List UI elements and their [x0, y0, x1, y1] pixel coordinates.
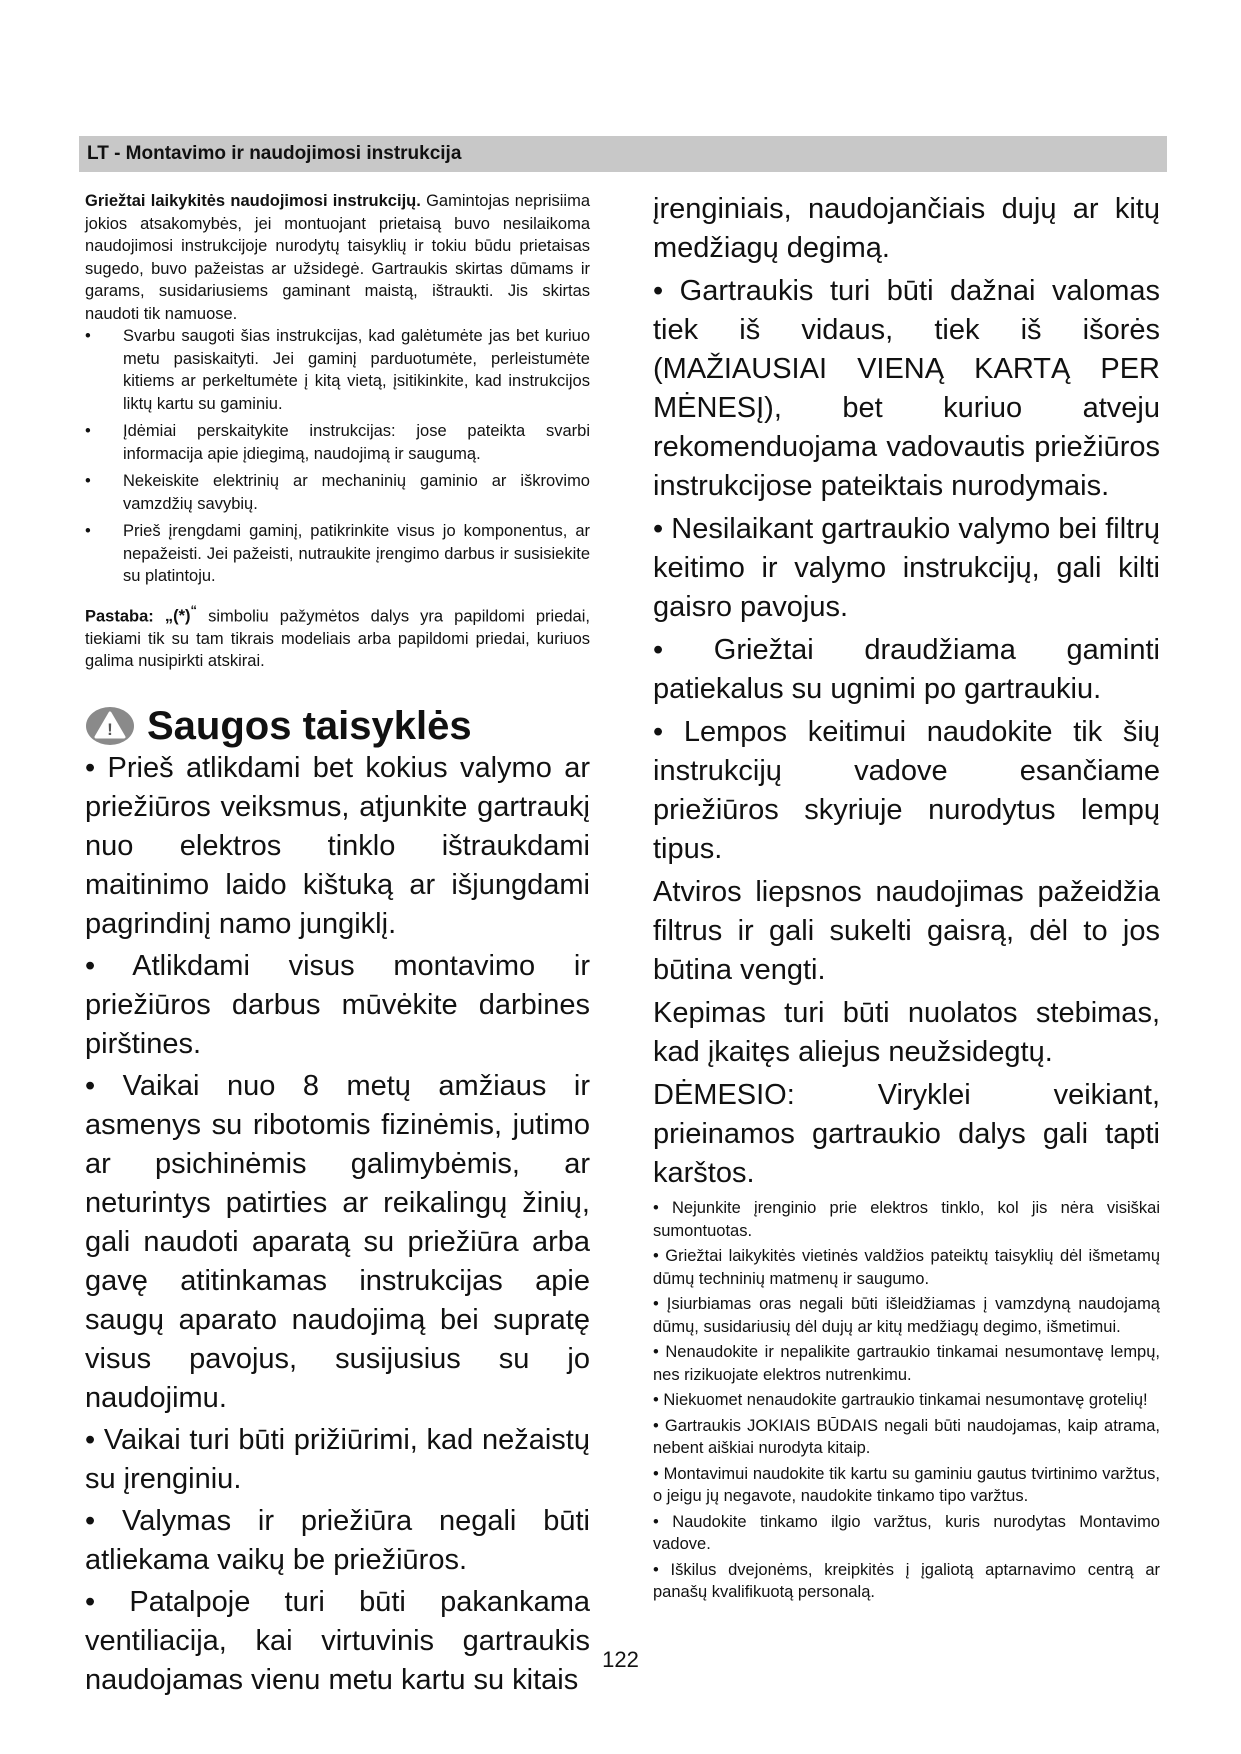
bullet-dot: • [85, 422, 91, 440]
right-column [653, 190, 1160, 1607]
safety-note: • Nenaudokite ir nepalikite gartraukio tinkamai nesumontavę lempų, nes rizikuojate elektros nutrenkimu. [653, 1343, 1160, 1384]
safety-paragraph: Kepimas turi būti nuolatos stebimas, kad įkaitęs aliejus neužsidegtų. [653, 997, 1160, 1068]
safety-note: • Niekuomet nenaudokite gartraukio tinkamai nesumontavę grotelių! [653, 1391, 1148, 1409]
safety-paragraph: • Nesilaikant gartraukio valymo bei filtrų keitimo ir valymo instrukcijų, gali kilti gaisro pavojus. [653, 513, 1160, 623]
intro-paragraph [85, 190, 590, 325]
safety-paragraph: • Valymas ir priežiūra negali būti atliekama vaikų be priežiūros. [85, 1504, 590, 1576]
header-bar [79, 136, 1167, 172]
bullet-dot: • [85, 522, 91, 540]
list-item: • Svarbu saugoti šias instrukcijas, kad galėtumėte jas bet kuriuo metu pasiskaityti. Jei gaminį parduotumėte, perleistumėte kitiems ar perkeltumėte į kitą vietą, įsitikinkite, kad instrukcijos liktų kartu su gaminiu. [85, 327, 590, 413]
safety-note: • Gartraukis JOKIAIS BŪDAIS negali būti naudojamas, kaip atrama, nebent aiškiai nurodyta kitaip. [653, 1416, 1160, 1457]
page-number: 122 [602, 1647, 639, 1672]
safety-paragraph: DĖMESIO: Viryklei veikiant, prieinamos gartraukio dalys gali tapti karštos. [653, 1079, 1160, 1189]
left-column [85, 190, 590, 1700]
safety-paragraph: • Griežtai draudžiama gaminti patiekalus su ugnimi po gartraukiu. [653, 634, 1160, 705]
safety-paragraph: • Patalpoje turi būti pakankama ventiliacija, kai virtuvinis gartraukis naudojamas vienu metu kartu su kitais [85, 1585, 590, 1696]
warning-icon [85, 706, 135, 746]
warning-glyph: ! [107, 719, 113, 739]
safety-paragraph: • Atlikdami visus montavimo ir priežiūros darbus mūvėkite darbines pirštines. [85, 949, 590, 1060]
list-item: • Nekeiskite elektrinių ar mechaninių gaminio ar iškrovimo vamzdžių savybių. [85, 472, 590, 513]
safety-paragraph: • Gartraukis turi būti dažnai valomas tiek iš vidaus, tiek iš išorės (MAŽIAUSIAI VIENĄ KARTĄ PER MĖNESĮ), bet kuriuo atveju rekomenduojama vadovautis priežiūros instrukcijose pateiktais nurodymais. [653, 275, 1160, 502]
safety-note: • Naudokite tinkamo ilgio varžtus, kuris nurodytas Montavimo vadove. [653, 1512, 1160, 1553]
note-label: Pastaba: [85, 607, 154, 625]
note-symbol: „(*)“ [164, 602, 198, 625]
safety-paragraph: Atviros liepsnos naudojimas pažeidžia filtrus ir gali sukelti gaisrą, dėl to jos būtina vengti. [653, 876, 1160, 986]
intro-text: Gamintojas neprisiima jokios atsakomybės, jei montuojant prietaisą buvo nesilaikoma naudojimosi instrukcijoje nurodytų taisyklių ir tokiu būdu prietaisas sugedo, buvo pažeistas ar užsidegė. Gartraukis skirtas dūmams ir garams, susidariusiems gaminant maistą, ištraukti. Jis skirtas naudoti tik namuose. [85, 192, 591, 323]
safety-paragraph: įrenginiais, naudojančiais dujų ar kitų medžiagų degimą. [653, 193, 1160, 264]
bullet-dot: • [85, 472, 91, 490]
list-item: • Prieš įrengdami gaminį, patikrinkite visus jo komponentus, ar nepažeisti. Jei pažeisti, nutraukite įrengimo darbus ir susisiekite su platintoju. [85, 522, 590, 585]
safety-note: • Griežtai laikykitės vietinės valdžios pateiktų taisyklių dėl išmetamų dūmų techninių matmenų ir saugumo. [653, 1247, 1160, 1288]
safety-heading: Saugos taisyklės [147, 703, 472, 748]
safety-heading-row [85, 703, 590, 749]
safety-paragraph: • Lempos keitimui naudokite tik šių instrukcijų vadove esančiame priežiūros skyriuje nurodytus lempų tipus. [653, 716, 1160, 865]
safety-note: • Nejunkite įrenginio prie elektros tinklo, kol jis nėra visiškai sumontuotas. [653, 1199, 1160, 1240]
note-paragraph [85, 600, 590, 673]
intro-bullet-list [85, 325, 590, 588]
safety-note: • Iškilus dvejonėms, kreipkitės į įgaliotą aptarnavimo centrą ar panašų kvalifikuotą personalą. [653, 1560, 1160, 1601]
intro-lead: Griežtai laikykitės naudojimosi instrukcijų. [85, 192, 421, 210]
bullet-dot: • [85, 327, 91, 345]
safety-paragraph: • Vaikai turi būti prižiūrimi, kad nežaistų su įrenginiu. [85, 1423, 590, 1495]
note-text: simboliu pažymėtos dalys yra papildomi priedai, tiekiami tik su tam tikrais modeliais arba papildomi priedai, kuriuos galima nusipirkti atskirai. [85, 607, 590, 670]
safety-paragraph: • Vaikai nuo 8 metų amžiaus ir asmenys su ribotomis fizinėmis, jutimo ar psichinėmis galimybėmis, ar neturintys patirties ar reikalingų žinių, gali naudoti aparatą su priežiūra arba gavę atitinkamas instrukcijas apie saugų aparato naudojimą bei supratę visus pavojus, susijusius su jo naudojimu. [85, 1069, 590, 1414]
safety-paragraph: • Prieš atlikdami bet kokius valymo ar priežiūros veiksmus, atjunkite gartraukį nuo elektros tinklo ištraukdami maitinimo laido kištuką ar išjungdami pagrindinį namo jungiklį. [85, 751, 590, 940]
list-item: • Įdėmiai perskaitykite instrukcijas: jose pateikta svarbi informacija apie įdiegimą, naudojimą ir saugumą. [85, 422, 590, 463]
safety-note: • Montavimui naudokite tik kartu su gaminiu gautus tvirtinimo varžtus, o jeigu jų negavote, naudokite tinkamo tipo varžtus. [653, 1464, 1160, 1505]
safety-note: • Įsiurbiamas oras negali būti išleidžiamas į vamzdyną naudojamą dūmų, susidariusių dėl dujų ar kitų medžiagų degimo, išmetimui. [653, 1295, 1160, 1336]
page-title: LT - Montavimo ir naudojimosi instrukcija [87, 143, 462, 164]
